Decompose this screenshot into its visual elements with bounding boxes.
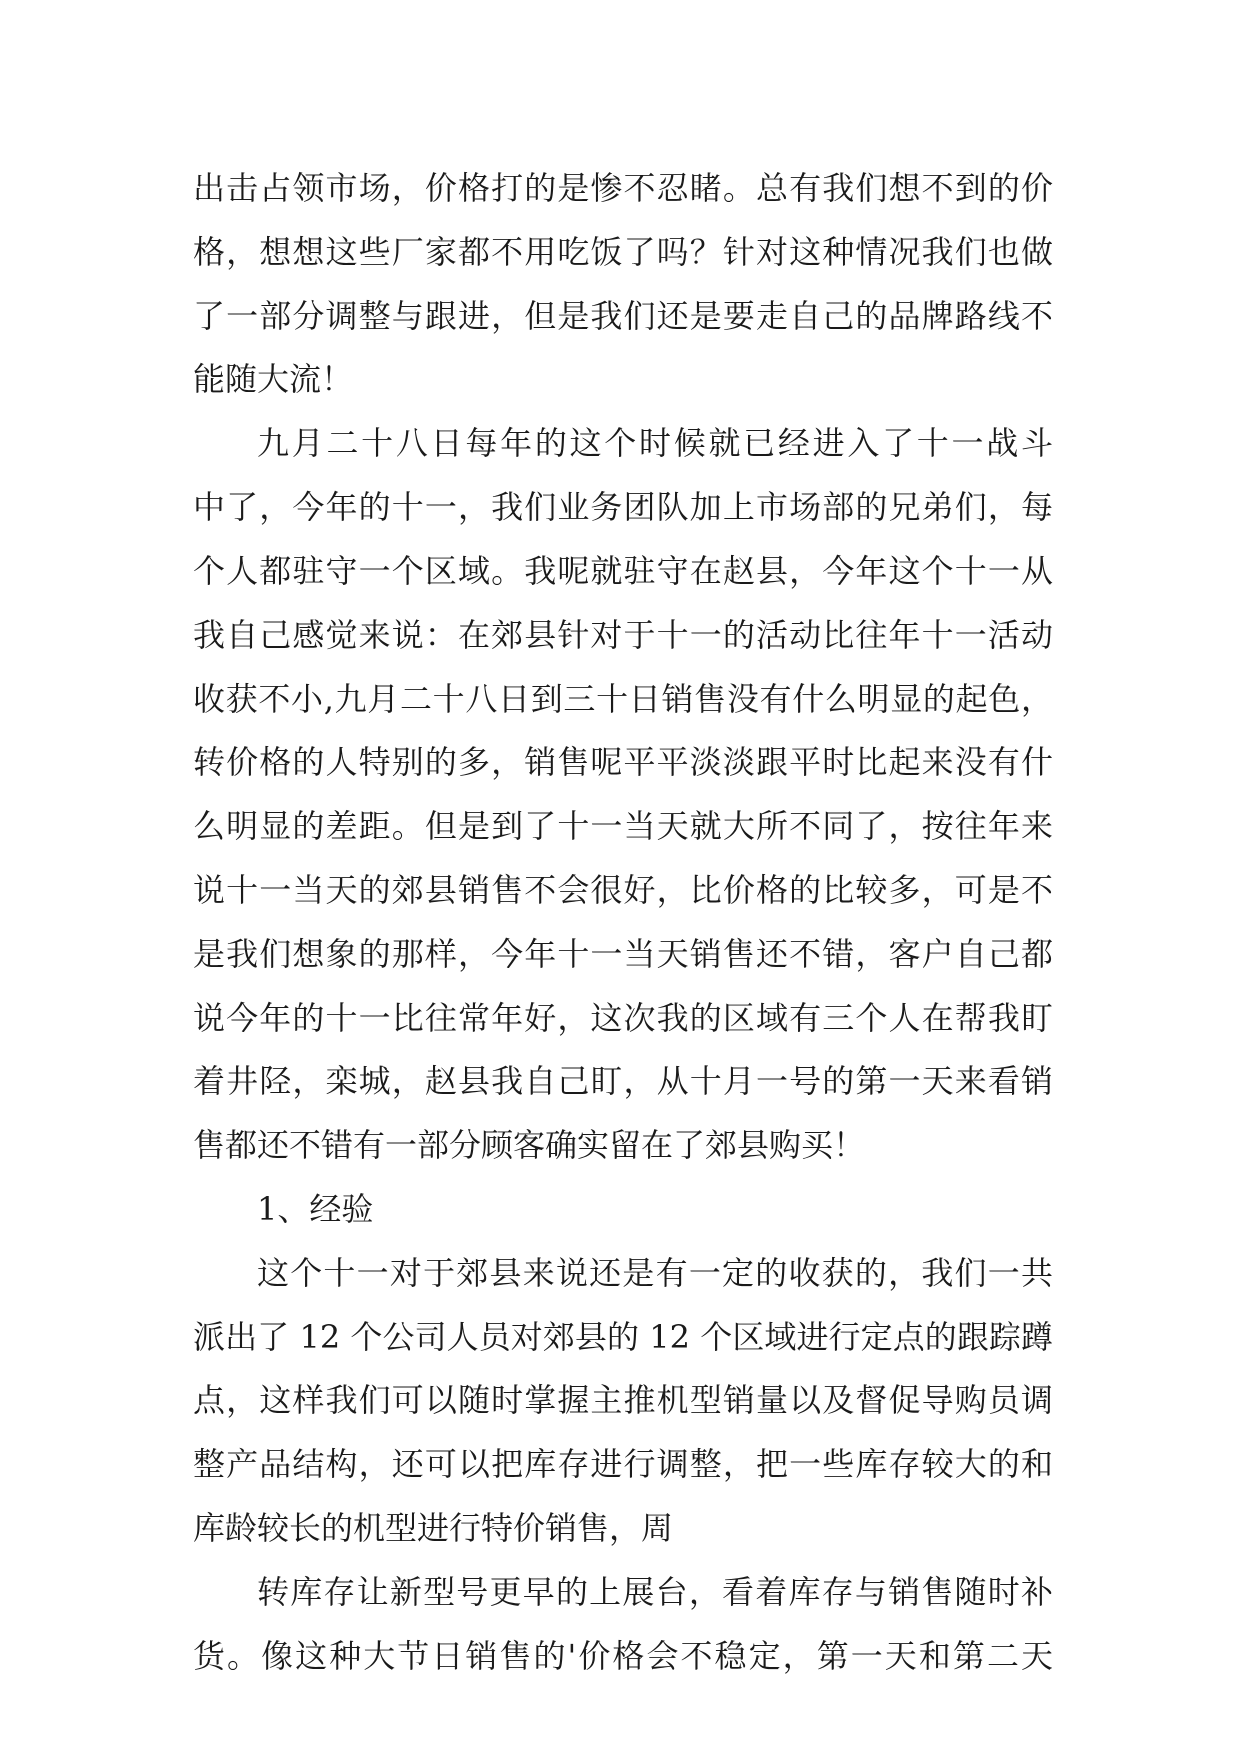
text-line: 能随大流！ [193, 360, 354, 398]
text-line: 货。像这种大节日销售的'价格会不稳定，第一天和第二天 [193, 1637, 1053, 1675]
text-line: 转价格的人特别的多，销售呢平平淡淡跟平时比起来没有什 [193, 743, 1053, 781]
text-line: 九月二十八日每年的这个时候就已经进入了十一战斗 [257, 424, 1053, 462]
section-heading: 1、经验 [257, 1190, 374, 1228]
text-line: 库龄较长的机型进行特价销售，周 [193, 1509, 674, 1547]
text-line: 出击占领市场，价格打的是惨不忍睹。总有我们想不到的价 [193, 169, 1053, 207]
text-line: 派出了 12 个公司人员对郊县的 12 个区域进行定点的跟踪蹲 [193, 1318, 1053, 1356]
text-line: 个人都驻守一个区域。我呢就驻守在赵县，今年这个十一从 [193, 552, 1053, 590]
text-line: 这个十一对于郊县来说还是有一定的收获的，我们一共 [257, 1254, 1053, 1292]
text-line: 是我们想象的那样，今年十一当天销售还不错，客户自己都 [193, 935, 1053, 973]
text-line: 说今年的十一比往常年好，这次我的区域有三个人在帮我盯 [193, 999, 1053, 1037]
text-line: 我自己感觉来说：在郊县针对于十一的活动比往年十一活动 [193, 616, 1053, 654]
text-line: 么明显的差距。但是到了十一当天就大所不同了，按往年来 [193, 807, 1053, 845]
text-line: 整产品结构，还可以把库存进行调整，把一些库存较大的和 [193, 1445, 1053, 1483]
text-line: 着井陉，栾城，赵县我自己盯，从十月一号的第一天来看销 [193, 1062, 1053, 1100]
text-line: 转库存让新型号更早的上展台，看着库存与销售随时补 [257, 1573, 1053, 1611]
text-line: 点，这样我们可以随时掌握主推机型销量以及督促导购员调 [193, 1381, 1053, 1419]
text-line: 说十一当天的郊县销售不会很好，比价格的比较多，可是不 [193, 871, 1053, 909]
text-line: 收获不小,九月二十八日到三十日销售没有什么明显的起色， [193, 680, 1053, 718]
text-line: 了一部分调整与跟进，但是我们还是要走自己的品牌路线不 [193, 297, 1053, 335]
text-line: 格，想想这些厂家都不用吃饭了吗？针对这种情况我们也做 [193, 233, 1053, 271]
text-line: 售都还不错有一部分顾客确实留在了郊县购买！ [193, 1126, 866, 1164]
text-line: 中了，今年的十一，我们业务团队加上市场部的兄弟们，每 [193, 488, 1053, 526]
